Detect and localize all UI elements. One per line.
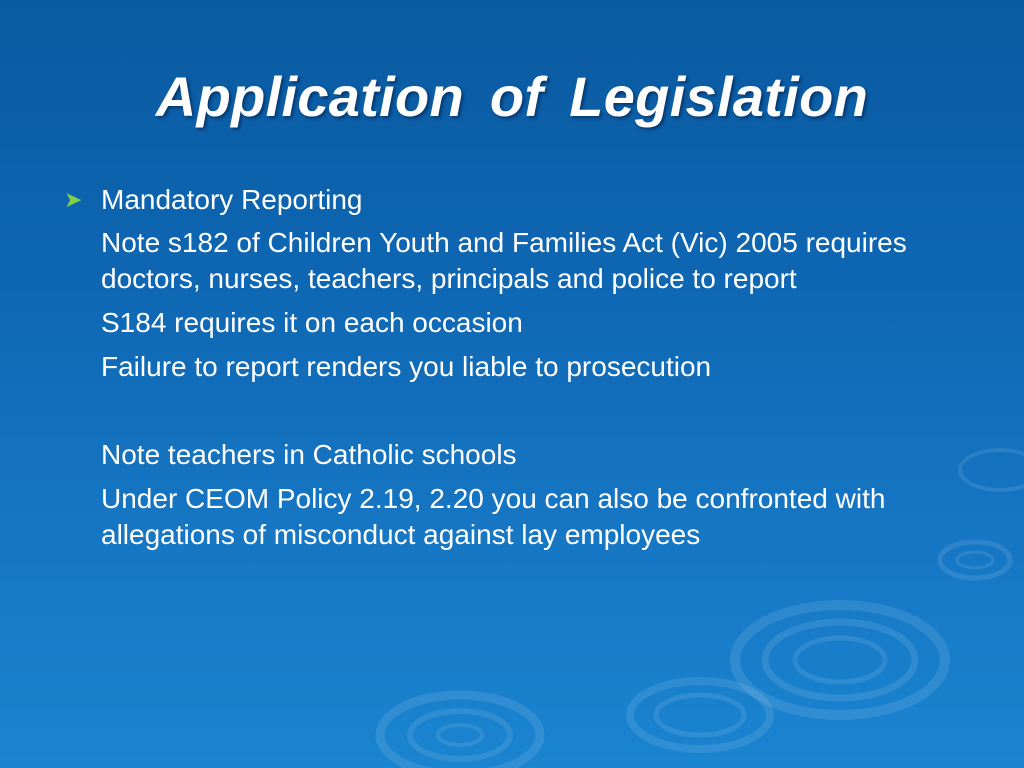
paragraph: Note teachers in Catholic schools bbox=[101, 439, 517, 470]
paragraph: Note s182 of Children Youth and Families Act (Vic) 2005 requires doctors, nurses, teachers, principals and police to report bbox=[101, 227, 907, 294]
paragraph: S184 requires it on each occasion bbox=[101, 307, 523, 338]
spacer bbox=[60, 393, 960, 437]
slide-title: Application of Legislation bbox=[155, 65, 869, 128]
arrow-bullet-icon: ➤ bbox=[64, 187, 83, 212]
paragraph: Failure to report renders you liable to prosecution bbox=[101, 351, 712, 382]
slide-body bbox=[60, 182, 960, 561]
bullet-label: Mandatory Reporting bbox=[101, 184, 363, 215]
paragraph: Under CEOM Policy 2.19, 2.20 you can also be confronted with allegations of misconduct against lay employees bbox=[101, 483, 886, 550]
bullet-item bbox=[60, 182, 960, 218]
